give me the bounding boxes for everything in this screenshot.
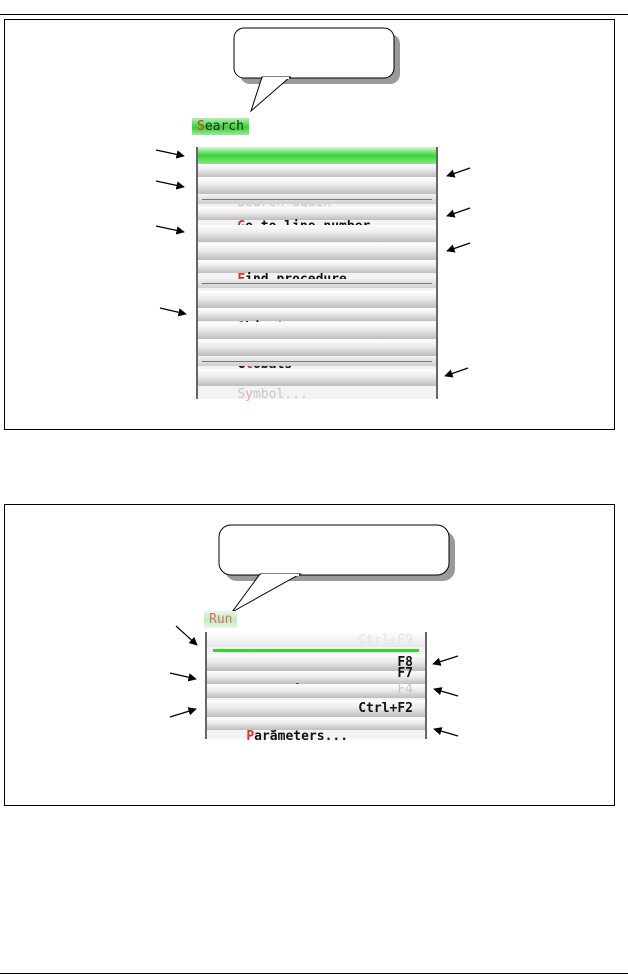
menu-item-step-over[interactable]: F8: [207, 654, 425, 671]
arrow-icon: [433, 656, 458, 664]
menu-item-program-reset[interactable]: Ctrl+F2: [207, 700, 425, 717]
menu-item-run[interactable]: Ctrl+F9: [207, 632, 425, 647]
run-menu-title[interactable]: Run: [204, 611, 237, 628]
menu-item-symbol[interactable]: Symbol...: [198, 369, 436, 386]
menu-item-go-to-cursor[interactable]: F4: [207, 684, 425, 698]
arrow-icon: [170, 673, 196, 679]
menu-item-trace-into[interactable]: F7: [207, 671, 425, 684]
arrow-icon: [434, 689, 458, 696]
arrow-icon: [434, 729, 458, 736]
search-menu-title[interactable]: Search: [192, 118, 249, 135]
bottom-rule: [0, 973, 628, 974]
arrow-icon: [176, 626, 197, 645]
menu-item-parameters[interactable]: Parameters...: [207, 717, 425, 730]
arrow-icon: [170, 709, 196, 717]
